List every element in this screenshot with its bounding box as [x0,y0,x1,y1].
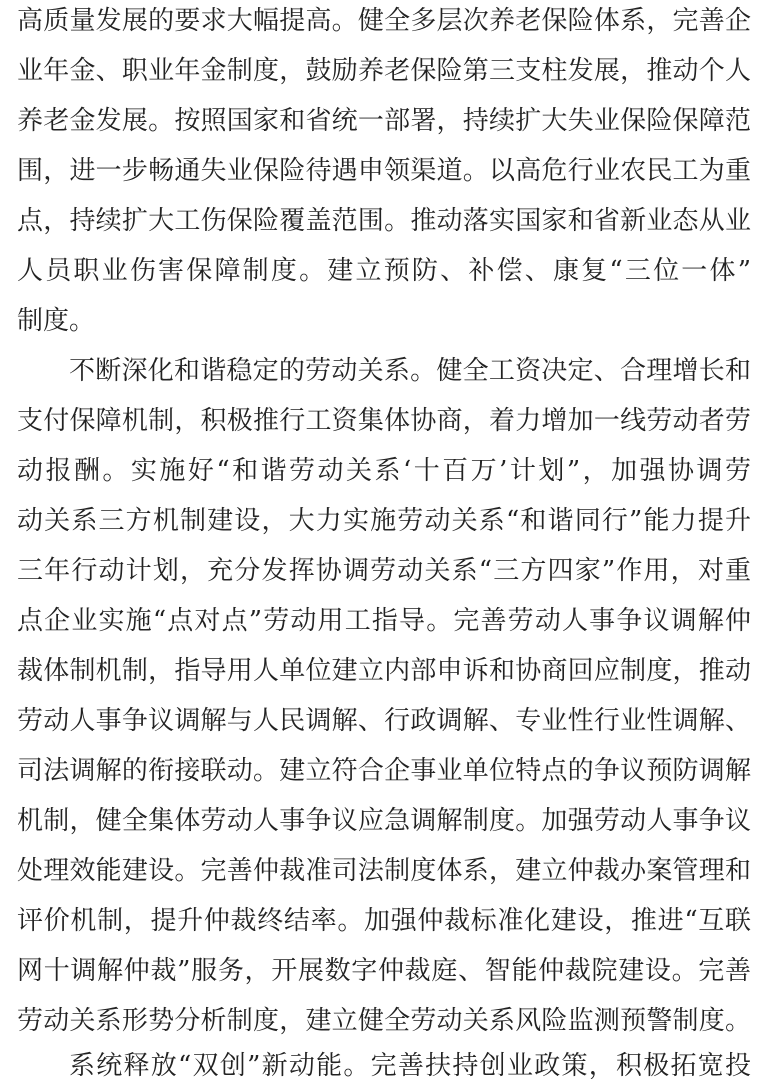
text-line: 劳动人事争议调解与人民调解、行政调解、专业性行业性调解、 [17,706,751,736]
text-line: 处理效能建设。完善仲裁准司法制度体系，建立仲裁办案管理和 [17,856,751,886]
text-line: 网十调解仲裁”服务，开展数字仲裁庭、智能仲裁院建设。完善 [17,956,751,986]
text-line: 动报酬。实施好“和谐劳动关系‘十百万’计划”，加强协调劳 [17,456,751,486]
text-line: 人员职业伤害保障制度。建立预防、补偿、康复“三位一体” [17,256,751,286]
text-line: 机制，健全集体劳动人事争议应急调解制度。加强劳动人事争议 [17,806,751,836]
text-line: 司法调解的衔接联动。建立符合企事业单位特点的争议预防调解 [17,756,751,786]
text-line: 高质量发展的要求大幅提高。健全多层次养老保险体系，完善企 [17,6,751,36]
text-line: 评价机制，提升仲裁终结率。加强仲裁标准化建设，推进“互联 [17,906,751,936]
text-line: 点，持续扩大工伤保险覆盖范围。推动落实国家和省新业态从业 [17,206,751,236]
paragraph-first-line: 系统释放“双创”新动能。完善扶持创业政策，积极拓宽投 [69,1051,751,1079]
text-line: 裁体制机制，指导用人单位建立内部申诉和协商回应制度，推动 [17,656,751,686]
text-line: 养老金发展。按照国家和省统一部署，持续扩大失业保险保障范 [17,106,751,136]
text-line: 点企业实施“点对点”劳动用工指导。完善劳动人事争议调解仲 [17,606,751,636]
text-line: 围，进一步畅通失业保险待遇申领渠道。以高危行业农民工为重 [17,156,751,186]
text-line: 劳动关系形势分析制度，建立健全劳动关系风险监测预警制度。 [17,1006,751,1036]
text-line: 动关系三方机制建设，大力实施劳动关系“和谐同行”能力提升 [17,506,751,536]
text-line: 支付保障机制，积极推行工资集体协商，着力增加一线劳动者劳 [17,406,751,436]
paragraph-first-line: 不断深化和谐稳定的劳动关系。健全工资决定、合理增长和 [69,356,751,386]
text-line: 业年金、职业年金制度，鼓励养老保险第三支柱发展，推动个人 [17,56,751,86]
text-line: 三年行动计划，充分发挥协调劳动关系“三方四家”作用，对重 [17,556,751,586]
text-line: 制度。 [17,306,96,336]
